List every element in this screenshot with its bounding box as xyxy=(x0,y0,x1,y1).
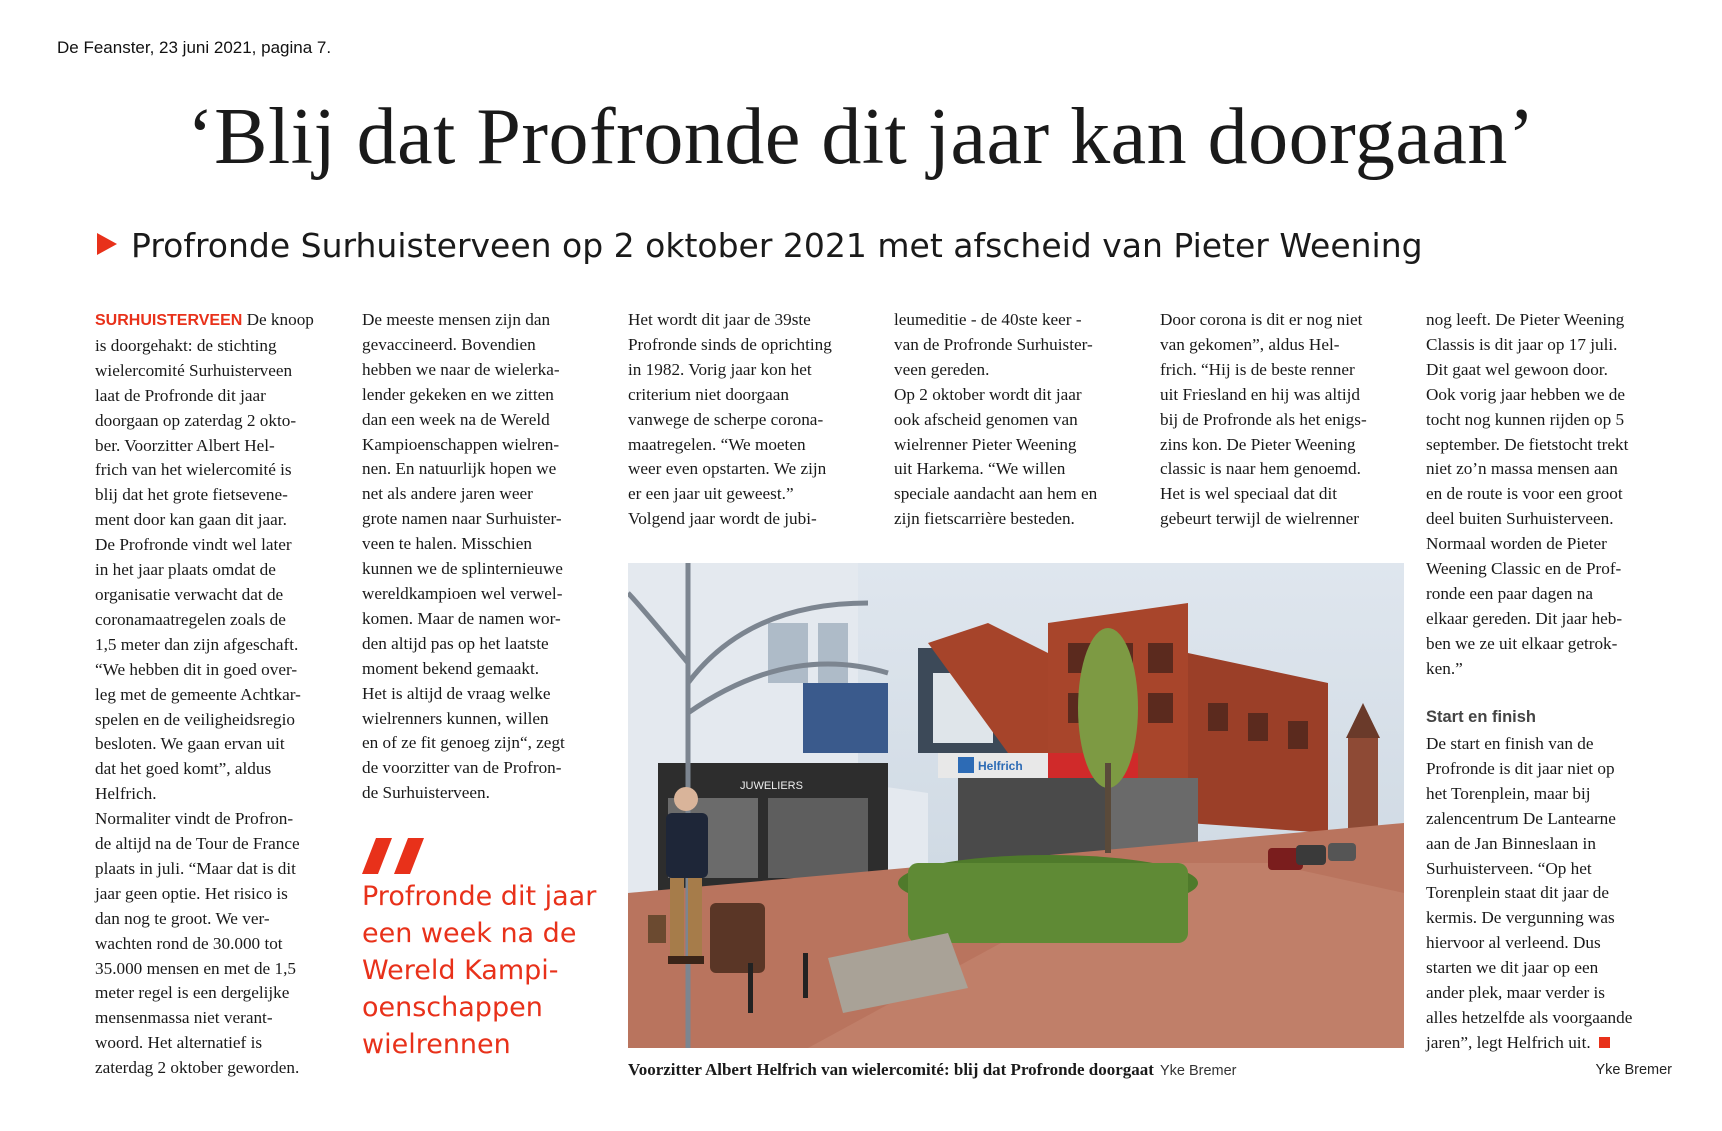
article-column-6: nog leeft. De Pieter Weening Classis is dit jaar op 17 juli. Dit gaat wel gewoon door. Ook vorig jaar hebben we de tocht nog kunnen rijden op 5 september. De fietstocht trekt niet zo’n massa mensen aan en de route is voor een groot deel buiten Surhuisterveen. Normaal worden de Pieter Weening Classic en de Prof- ronde een paar dagen na elkaar gereden. Dit jaar heb- ben we ze uit elkaar getrok- ken.” xyxy=(1426,310,1629,678)
quote-mark-icon xyxy=(362,838,426,874)
photo-caption xyxy=(628,1060,1237,1080)
caption-text: Voorzitter Albert Helfrich van wielercomité: blij dat Profronde doorgaat xyxy=(628,1060,1154,1079)
source-line: De Feanster, 23 juni 2021, pagina 7. xyxy=(57,38,332,57)
street-scene-image xyxy=(628,563,1404,1048)
article-column-5: Door corona is dit er nog niet van gekomen”, aldus Hel- frich. “Hij is de beste renner uit Friesland en hij was altijd bij de Profronde als het enigs- zins kon. De Pieter Weening classic is naar hem genoemd. Het is wel speciaal dat dit gebeurt terwijl de wielrenner xyxy=(1160,310,1367,529)
article-column-3: Het wordt dit jaar de 39ste Profronde sinds de oprichting in 1982. Vorig jaar kon het criterium niet doorgaan vanwege de scherpe corona- maatregelen. “We moeten weer even opstarten. We zijn er een jaar uit geweest.” Volgend jaar wordt de jubi- xyxy=(628,310,832,529)
article-column-4: leumeditie - de 40ste keer - van de Profronde Surhuister- veen gereden. Op 2 oktober wordt dit jaar ook afscheid genomen van wielrenner Pieter Weening uit Harkema. “We willen speciale aandacht aan hem en zijn fietscarrière besteden. xyxy=(894,310,1098,529)
byline: Yke Bremer xyxy=(1595,1062,1672,1078)
section-subtitle: Start en finish xyxy=(1426,708,1537,726)
article-photo xyxy=(628,563,1404,1048)
subheadline-text: Profronde Surhuisterveen op 2 oktober 2021 met afscheid van Pieter Weening xyxy=(131,226,1423,265)
column-1-text: De knoop is doorgehakt: de stichting wielercomité Surhuisterveen laat de Profronde dit jaar doorgaan op zaterdag 2 okto- ber. Voorzitter Albert Hel- frich van het wielercomité is blij dat het grote fietsevene- ment door kan gaan dit jaar. De Profronde vindt wel later in het jaar plaats omdat de organisatie verwacht dat de coronamaatregelen zoals de 1,5 meter dan zijn afgeschaft. “We hebben dit in goed over- leg met de gemeente Achtkar- spelen en de veiligheidsregio besloten. We gaan ervan uit dat het goed komt”, aldus Helfrich. Normaliter vindt de Profron- de altijd na de Tour de France plaats in juli. “Maar dat is dit jaar geen optie. Het risico is dan nog te groot. We ver- wachten rond de 30.000 tot 35.000 mensen en met de 1,5 meter regel is een dergelijke mensenmassa niet verant- woord. Het alternatief is zaterdag 2 oktober geworden. xyxy=(95,310,314,1078)
headline: ‘Blij dat Profronde dit jaar kan doorgaan’ xyxy=(186,93,1536,181)
dateline: SURHUISTERVEEN xyxy=(95,312,243,329)
helfrich-sign: Helfrich xyxy=(978,759,1023,773)
column-6-continued-text: De start en finish van de Profronde is dit jaar niet op het Torenplein, maar bij zalencentrum De Lantearne aan de Jan Binneslaan in Surhuisterveen. “Op het Torenplein staat dit jaar de kermis. De vergunning was hiervoor al verleend. Dus starten we dit jaar op een ander plek, maar verder is alles hetzelfde als voorgaande jaren”, legt Helfrich uit. xyxy=(1426,734,1633,1052)
pull-quote: Profronde dit jaar een week na de Wereld Kampi- oenschappen wielrennen xyxy=(362,881,597,1060)
juweliers-sign: JUWELIERS xyxy=(740,780,803,792)
subheadline xyxy=(97,226,1423,265)
triangle-bullet-icon xyxy=(97,233,117,255)
end-mark-icon xyxy=(1599,1037,1610,1048)
article-column-2: De meeste mensen zijn dan gevaccineerd. Bovendien hebben we naar de wielerka- lender gekeken en we zitten dan een week na de Wereld Kampioenschappen wielren- nen. En natuurlijk hopen we net als andere jaren weer grote namen naar Surhuister- veen te halen. Misschien kunnen we de splinternieuwe wereldkampioen wel verwel- komen. Maar de namen wor- den altijd pas op het laatste moment bekend gemaakt. Het is altijd de vraag welke wielrenners kunnen, willen en of ze fit genoeg zijn“, zegt de voorzitter van de Profron- de Surhuisterveen. xyxy=(362,310,565,803)
article-column-6-continued xyxy=(1426,732,1671,1056)
article-column-1 xyxy=(95,308,340,1081)
photo-credit: Yke Bremer xyxy=(1159,1063,1237,1079)
